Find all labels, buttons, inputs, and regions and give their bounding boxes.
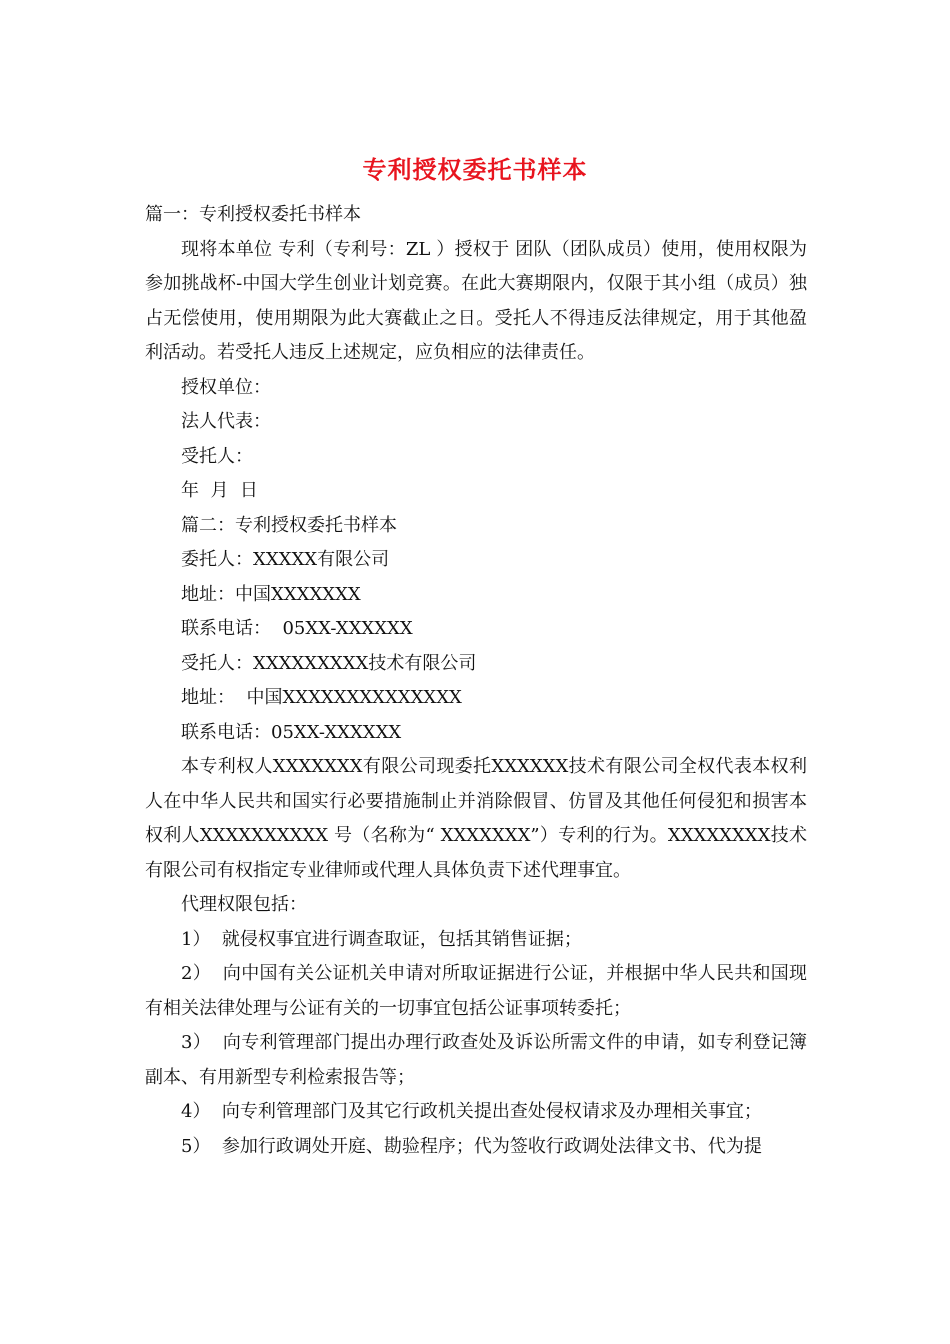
document-body: [145, 198, 807, 1164]
paragraph-item-5: 5） 参加行政调处开庭、勘验程序；代为签收行政调处法律文书、代为提: [181, 1135, 762, 1157]
paragraph-trustee-one: 受托人：: [181, 445, 253, 467]
paragraph-date-line: 年 月 日: [181, 480, 258, 501]
paragraph-legal-representative: 法人代表：: [181, 411, 271, 432]
paragraph-trustee-phone: 联系电话：05XX-XXXXXX: [181, 721, 402, 743]
paragraph-item-3: 3） 向专利管理部门提出办理行政查处及诉讼所需文件的申请，如专利登记簿副本、有用新型专利检索报告等；: [145, 1032, 807, 1088]
paragraph-commission-statement: 本专利权人XXXXXXX有限公司现委托XXXXXX技术有限公司全权代表本权利人在中华人民共和国实行必要措施制止并消除假冒、仿冒及其他任何侵犯和损害本权利人XXXXXXXXXX 号（名称为“ XXXXXXX”）专利的行为。XXXXXXXX技术有限公司有权指定专业律师或代理人具体负责下述代理事宜。: [145, 756, 807, 881]
paragraph-principal: 委托人：XXXXX有限公司: [181, 549, 390, 570]
paragraph-section-one-heading: 篇一：专利授权委托书样本: [145, 204, 361, 225]
paragraph-principal-phone: 联系电话： 05XX-XXXXXX: [181, 618, 413, 639]
paragraph-trustee-two: 受托人：XXXXXXXXX技术有限公司: [181, 652, 477, 674]
paragraph-agency-scope-heading: 代理权限包括：: [181, 894, 307, 915]
paragraph-item-4: 4） 向专利管理部门及其它行政机关提出查处侵权请求及办理相关事宜；: [181, 1101, 762, 1122]
paragraph-item-2: 2） 向中国有关公证机关申请对所取证据进行公证，并根据中华人民共和国现有相关法律处理与公证有关的一切事宜包括公证事项转委托；: [145, 963, 807, 1019]
paragraph-principal-address: 地址：中国XXXXXXX: [181, 583, 361, 605]
paragraph-section-two-heading: 篇二：专利授权委托书样本: [181, 514, 397, 536]
paragraph-authorizing-unit: 授权单位：: [181, 376, 271, 398]
paragraph-item-1: 1） 就侵权事宜进行调查取证，包括其销售证据；: [181, 928, 582, 950]
document-title: 专利授权委托书样本: [362, 155, 588, 184]
paragraph-authorization-statement: 现将本单位 专利（专利号：ZL ）授权于 团队（团队成员）使用，使用权限为参加挑战杯-中国大学生创业计划竞赛。在此大赛期限内，仅限于其小组（成员）独占无偿使用，使用期限为此大赛截止之日。受托人不得违反法律规定，用于其他盈利活动。若受托人违反上述规定，应负相应的法律责任。: [145, 238, 807, 363]
paragraph-trustee-address: 地址： 中国XXXXXXXXXXXXXX: [181, 687, 462, 708]
